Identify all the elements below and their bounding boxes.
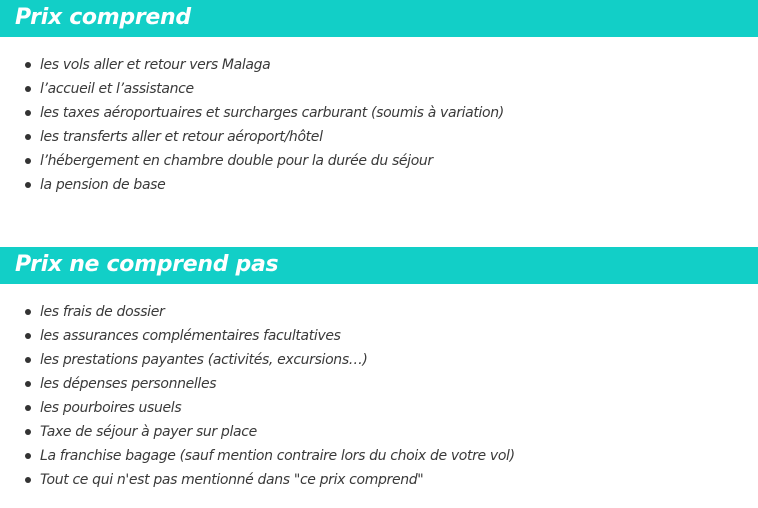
list-item: les vols aller et retour vers Malaga — [0, 53, 758, 77]
list-item: les prestations payantes (activités, excursions…) — [0, 348, 758, 372]
excluded-section — [0, 247, 758, 488]
included-title: Prix comprend — [15, 5, 191, 30]
bullet-icon — [25, 381, 31, 387]
list-item: les dépenses personnelles — [0, 372, 758, 396]
bullet-icon — [25, 62, 31, 68]
list-item: La franchise bagage (sauf mention contraire lors du choix de votre vol) — [0, 444, 758, 468]
bullet-icon — [25, 134, 31, 140]
list-item: Taxe de séjour à payer sur place — [0, 420, 758, 444]
bullet-icon — [25, 182, 31, 188]
included-list — [0, 53, 758, 197]
bullet-icon — [25, 110, 31, 116]
list-item: Tout ce qui n'est pas mentionné dans "ce prix comprend" — [0, 468, 758, 492]
list-item: les frais de dossier — [0, 300, 758, 324]
bullet-icon — [25, 453, 31, 459]
included-header — [0, 0, 758, 37]
bullet-icon — [25, 86, 31, 92]
bullet-icon — [25, 477, 31, 483]
list-item: l’accueil et l’assistance — [0, 77, 758, 101]
excluded-header — [0, 247, 758, 284]
list-item: la pension de base — [0, 173, 758, 197]
list-item: les transferts aller et retour aéroport/hôtel — [0, 125, 758, 149]
bullet-icon — [25, 158, 31, 164]
list-item: les taxes aéroportuaires et surcharges carburant (soumis à variation) — [0, 101, 758, 125]
bullet-icon — [25, 309, 31, 315]
included-section — [0, 0, 758, 193]
list-item: l’hébergement en chambre double pour la durée du séjour — [0, 149, 758, 173]
list-item: les pourboires usuels — [0, 396, 758, 420]
bullet-icon — [25, 357, 31, 363]
excluded-list — [0, 300, 758, 492]
list-item: les assurances complémentaires facultatives — [0, 324, 758, 348]
bullet-icon — [25, 429, 31, 435]
bullet-icon — [25, 405, 31, 411]
bullet-icon — [25, 333, 31, 339]
excluded-title: Prix ne comprend pas — [15, 252, 279, 277]
